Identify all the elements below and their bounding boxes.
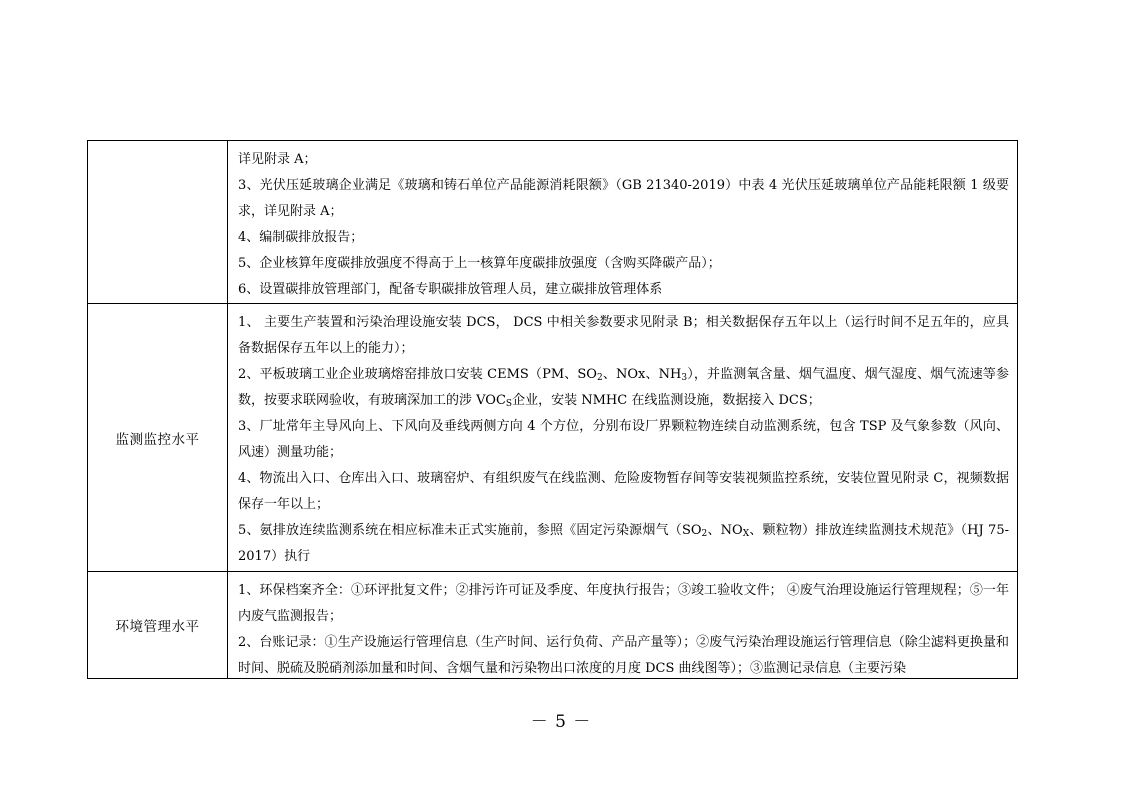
content-item xyxy=(238,362,1009,414)
row-label-management: 环境管理水平 xyxy=(88,572,228,679)
row-content xyxy=(228,141,1018,304)
content-clip xyxy=(238,578,1009,678)
table-row xyxy=(88,304,1018,572)
content-line: 5、企业核算年度碳排放强度不得高于上一核算年度碳排放强度（含购买降碳产品）； xyxy=(238,256,721,271)
content-item xyxy=(238,518,1009,570)
subscript: X xyxy=(742,529,750,539)
content-item: 1、 主要生产装置和污染治理设施安装 DCS， DCS 中相关参数要求见附录 B；相关数据保存五年以上（运行时间不足五年的，应具备数据保存五年以上的能力）； xyxy=(238,315,1009,356)
content-line: 4、编制碳排放报告； xyxy=(238,230,364,245)
content-item: 4、物流出入口、仓库出入口、玻璃窑炉、有组织废气在线监测、危险废物暂存间等安装视频监控系统，安装位置见附录 C，视频数据保存一年以上； xyxy=(238,471,1009,512)
table-row xyxy=(88,141,1018,304)
text-span: ），并监测氧含量、烟气温度、烟气湿度、烟气流速等参数，按要求联网验收，有玻璃深加工的涉 VOC xyxy=(238,367,1009,408)
text-span: 5、氨排放连续监测系统在相应标准未正式实施前，参照《固定污染源烟气（SO xyxy=(238,523,702,538)
requirements-table xyxy=(87,140,1018,679)
text-span: 2、平板玻璃工业企业玻璃熔窑排放口安装 CEMS（PM、SO xyxy=(238,367,597,382)
content-item: 3、厂址常年主导风向上、下风向及垂线两侧方向 4 个方位，分别布设厂界颗粒物连续自动监测系统，包含 TSP 及气象参数（风向、风速）测量功能； xyxy=(238,419,1009,460)
subscript: S xyxy=(505,399,513,409)
row-content xyxy=(228,572,1018,679)
text-span: 、NOx、NH xyxy=(602,367,682,382)
table-row xyxy=(88,572,1018,679)
content-line: 详见附录 A； xyxy=(238,152,317,167)
content-item: 2、台账记录：①生产设施运行管理信息（生产时间、运行负荷、产品产量等）；②废气污染治理设施运行管理信息（除尘滤料更换量和时间、脱硫及脱硝剂添加量和时间、含烟气量和污染物出口浓度的月度 DCS 曲线图等）；③监测记录信息（主要污染 xyxy=(238,635,1009,676)
row-content xyxy=(228,304,1018,572)
content-line: 6、设置碳排放管理部门，配备专职碳排放管理人员，建立碳排放管理体系 xyxy=(238,282,663,297)
subscript: 3 xyxy=(681,373,688,383)
row-label-monitoring: 监测监控水平 xyxy=(88,304,228,572)
content-line: 3、光伏压延玻璃企业满足《玻璃和铸石单位产品能源消耗限额》（GB 21340-2019）中表 4 光伏压延玻璃单位产品能耗限额 1 级要求，详见附录 A； xyxy=(238,178,1009,219)
subscript: 2 xyxy=(596,373,603,383)
content-item: 1、环保档案齐全：①环评批复文件；②排污许可证及季度、年度执行报告；③竣工验收文件； ④废气治理设施运行管理规程；⑤一年内废气监测报告； xyxy=(238,583,1009,624)
page-number: － 5 － xyxy=(530,712,592,732)
subscript: 2 xyxy=(701,529,708,539)
text-span: 、NO xyxy=(707,523,743,538)
text-span: 、颗粒物）排放连续监测技术规范》（HJ 75-2017）执行 xyxy=(238,523,1009,564)
row-label xyxy=(88,141,228,304)
text-span: 企业，安装 NMHC 在线监测设施，数据接入 DCS； xyxy=(512,393,821,408)
